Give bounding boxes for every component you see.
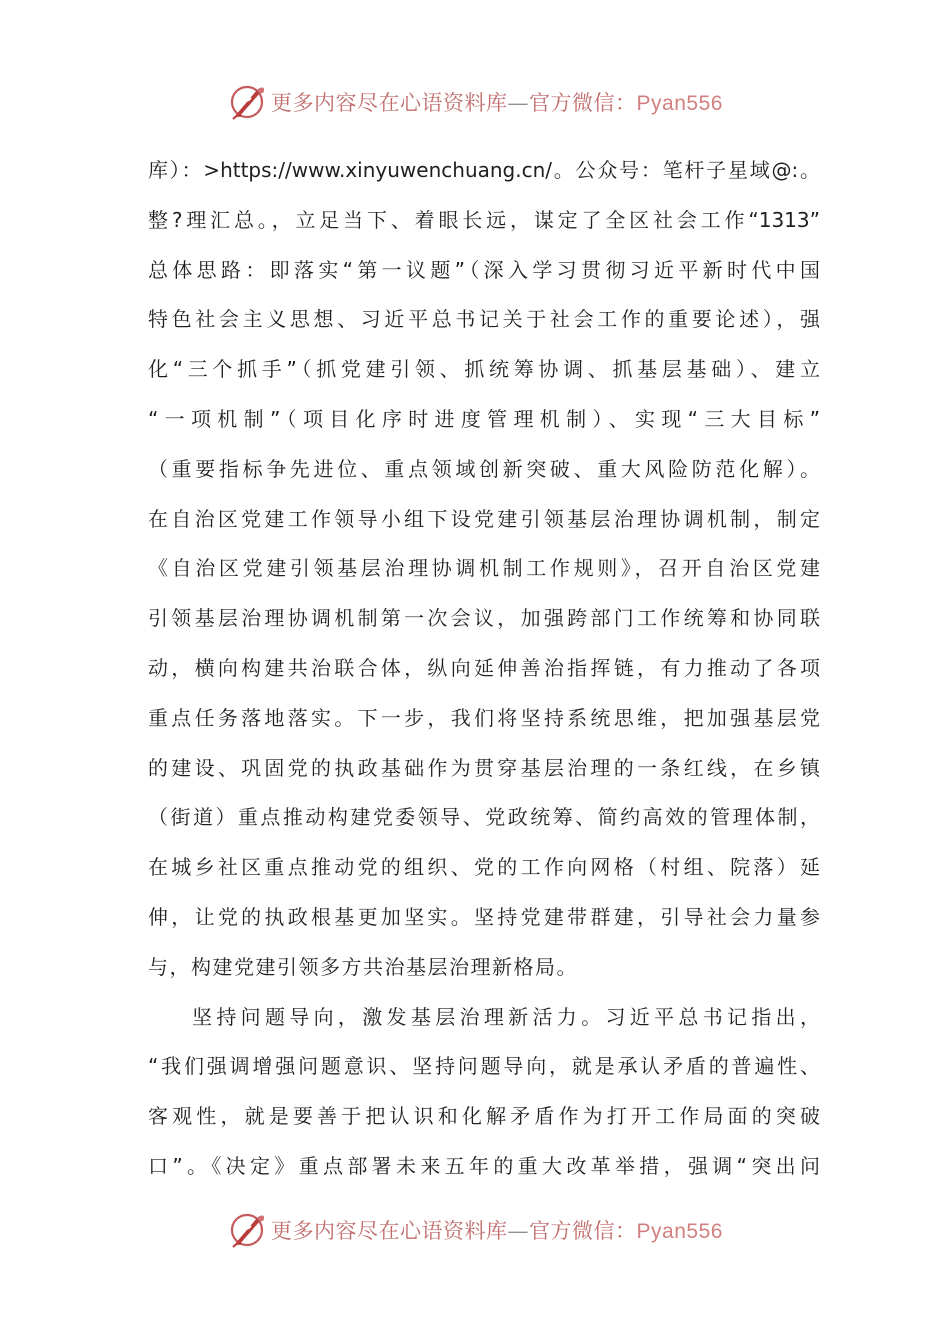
text-line: 动，横向构建共治联合体，纵向延伸善治指挥链，有力推动了各项 (148, 655, 820, 680)
text-line: 客观性，就是要善于把认识和化解矛盾作为打开工作局面的突破 (148, 1104, 820, 1129)
footer-banner (0, 1208, 950, 1252)
header-dash: — (507, 91, 530, 115)
text-line: 在自治区党建工作领导小组下设党建引领基层治理协调机制，制定 (148, 506, 820, 531)
text-line: 《自治区党建引领基层治理协调机制工作规则》，召开自治区党建 (148, 556, 820, 581)
header-banner (0, 80, 950, 124)
text-line: 的建设、巩固党的执政基础作为贯穿基层治理的一条红线，在乡镇 (148, 755, 820, 780)
footer-wechat-label: 官方微信： (529, 1219, 637, 1243)
document-body (148, 146, 820, 1192)
text-line: （重要指标争先进位、重点领域创新突破、重大风险防范化解）。 (148, 456, 820, 481)
header-wechat-id: Pyan556 (636, 92, 723, 115)
text-line: 在城乡社区重点推动党的组织、党的工作向网格（村组、院落）延 (148, 855, 820, 880)
text-line: 特色社会主义思想、习近平总书记关于社会工作的重要论述），强 (148, 307, 820, 332)
text-line: 重点任务落地落实。下一步，我们将坚持系统思维，把加强基层党 (148, 705, 820, 730)
text-line: （街道）重点推动构建党委领导、党政统筹、简约高效的管理体制， (148, 805, 820, 830)
text-line: 伸，让党的执政根基更加坚实。坚持党建带群建，引导社会力量参 (148, 904, 820, 929)
header-wechat-label: 官方微信： (529, 91, 637, 115)
footer-site-name: 更多内容尽在心语资料库 (271, 1219, 508, 1243)
header-site-name: 更多内容尽在心语资料库 (271, 91, 508, 115)
text-line: “一项机制”（项目化序时进度管理机制）、实现“三大目标” (148, 406, 820, 431)
footer-wechat-id: Pyan556 (636, 1220, 723, 1243)
text-line: 库）：>https://www.xinyuwenchuang.cn/。公众号：笔杆子星域@:。 (148, 158, 820, 182)
quill-logo-icon (227, 1210, 267, 1250)
text-line: 化“三个抓手”（抓党建引领、抓统筹协调、抓基层基础）、建立 (148, 357, 820, 382)
paragraph-start-line: 坚持问题导向，激发基层治理新活力。习近平总书记指出， (192, 1004, 820, 1029)
header-text (271, 87, 723, 117)
text-line: “我们强调增强问题意识、坚持问题导向，就是承认矛盾的普遍性、 (148, 1054, 820, 1079)
text-line: 引领基层治理协调机制第一次会议，加强跨部门工作统筹和协同联 (148, 606, 820, 631)
text-line: 整?理汇总。，立足当下、着眼长远，谋定了全区社会工作“1313” (148, 207, 820, 232)
footer-dash: — (507, 1219, 530, 1243)
paragraph-end-line: 与，构建党建引领多方共治基层治理新格局。 (148, 954, 578, 979)
quill-logo-icon (227, 82, 267, 122)
text-line: 总体思路：即落实“第一议题”（深入学习贯彻习近平新时代中国 (148, 257, 820, 282)
footer-text (271, 1215, 723, 1245)
text-line: 口”。《决定》重点部署未来五年的重大改革举措，强调“突出问 (148, 1153, 820, 1178)
